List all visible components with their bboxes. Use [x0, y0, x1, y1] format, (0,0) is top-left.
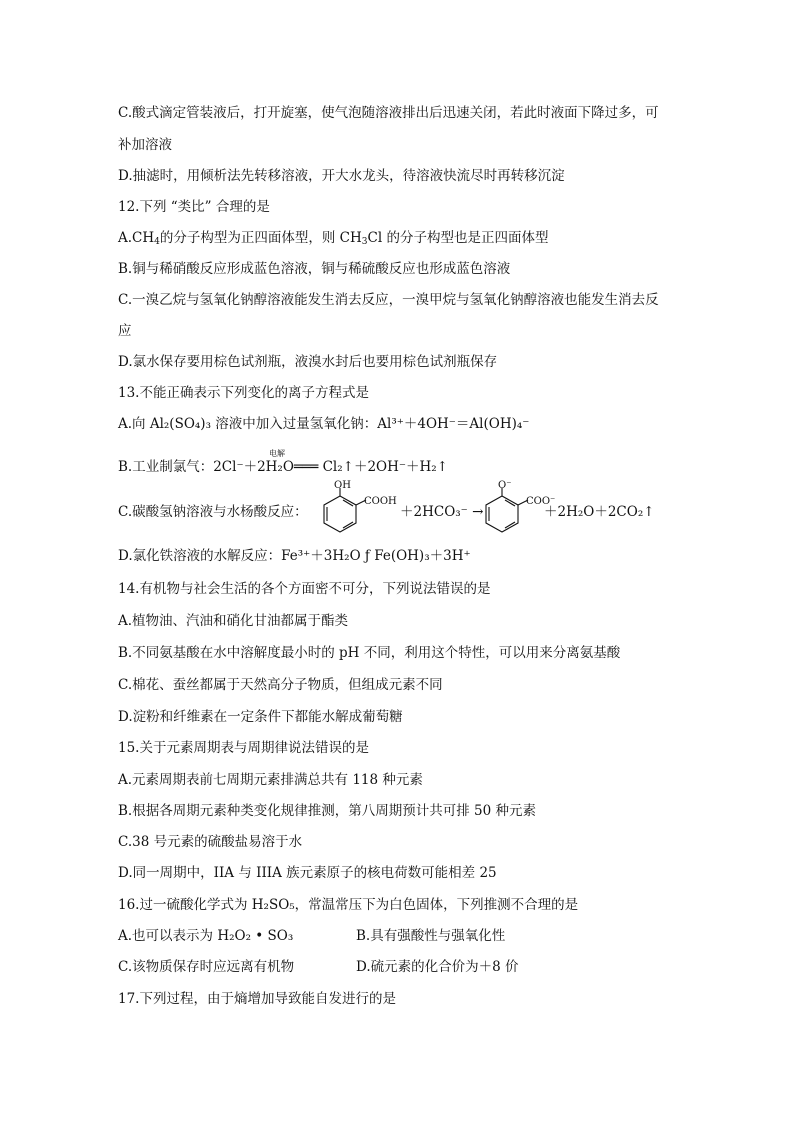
q12-option-c-line1: C.一溴乙烷与氢氧化钠醇溶液能发生消去反应，一溴甲烷与氢氧化钠醇溶液也能发生消去反 [118, 292, 659, 308]
q12-option-b: B.铜与稀硝酸反应形成蓝色溶液，铜与稀硫酸反应也形成蓝色溶液 [118, 261, 511, 277]
q16-option-d: D.硫元素的化合价为＋8 价 [356, 959, 519, 975]
q12-option-c-line2: 应 [118, 323, 132, 339]
o-minus-label: O⁻ [498, 480, 512, 491]
q14-option-a: A.植物油、汽油和硝化甘油都属于酯类 [118, 613, 349, 629]
q12-option-d: D.氯水保存要用棕色试剂瓶，液溴水封后也要用棕色试剂瓶保存 [118, 354, 498, 370]
question-14: 14.有机物与社会生活的各个方面密不可分，下列说法错误的是 [118, 581, 491, 597]
q13-option-d: D.氯化铁溶液的水解反应：Fe³⁺＋3H₂O ƒ Fe(OH)₃＋3H⁺ [118, 548, 471, 564]
q14-option-d: D.淀粉和纤维素在一定条件下都能水解成葡萄糖 [118, 709, 403, 725]
q16-option-a: A.也可以表示为 H₂O₂ • SO₃ [118, 928, 294, 944]
benzene-ring-right [486, 496, 518, 532]
q15-option-d: D.同一周期中，IIA 与 IIIA 族元素原子的核电荷数可能相差 25 [118, 865, 497, 881]
salicylic-acid-structure [310, 478, 400, 538]
q13-option-c-mid: ＋2HCO₃⁻ → [400, 504, 484, 520]
q15-option-a: A.元素周期表前七周期元素排满总共有 118 种元素 [118, 772, 423, 788]
q16-option-c: C.该物质保存时应远离有机物 [118, 959, 295, 975]
coo-minus-label: COO⁻ [526, 496, 556, 507]
option-d: D.抽滤时，用倾析法先转移溶液，开大水龙头，待溶液快流尽时再转移沉淀 [118, 168, 565, 184]
question-12: 12.下列 “类比” 合理的是 [118, 199, 270, 215]
electrolysis-condition: 电解 [269, 449, 285, 458]
q15-option-c: C.38 号元素的硫酸盐易溶于水 [118, 834, 303, 850]
option-c-line1: C.酸式滴定管装液后，打开旋塞，使气泡随溶液排出后迅速关闭，若此时液面下降过多，可 [118, 105, 659, 121]
question-15: 15.关于元素周期表与周期律说法错误的是 [118, 740, 369, 756]
q13-option-b: B.工业制氯气：2Cl⁻＋2H₂O═══ Cl₂↑＋2OH⁻＋H₂↑ [118, 459, 449, 475]
q13-option-c-prefix: C.碳酸氢钠溶液与水杨酸反应： [118, 504, 308, 520]
q13-option-c-suffix: ＋2H₂O＋2CO₂↑ [544, 504, 655, 520]
question-16: 16.过一硫酸化学式为 H₂SO₅，常温常压下为白色固体，下列推测不合理的是 [118, 897, 579, 913]
question-17: 17.下列过程，由于熵增加导致能自发进行的是 [118, 991, 396, 1007]
oh-label: OH [334, 480, 351, 491]
q14-option-c: C.棉花、蚕丝都属于天然高分子物质，但组成元素不同 [118, 677, 443, 693]
q12-option-a: $A.CH_4$的分子构型为正四面体型，则 $CH_3Cl$ 的分子构型也是正四面体型 [118, 230, 549, 247]
option-c-line2: 补加溶液 [118, 137, 172, 153]
q14-option-b: B.不同氨基酸在水中溶解度最小时的 pH 不同，利用这个特性，可以用来分离氨基酸 [118, 645, 621, 661]
q13-option-a: A.向 Al₂(SO₄)₃ 溶液中加入过量氢氧化钠：Al³⁺＋4OH⁻＝Al(OH)₄⁻ [118, 416, 530, 432]
q16-option-b: B.具有强酸性与强氧化性 [356, 928, 506, 944]
question-13: 13.不能正确表示下列变化的离子方程式是 [118, 385, 369, 401]
q15-option-b: B.根据各周期元素种类变化规律推测，第八周期预计共可排 50 种元素 [118, 803, 536, 819]
cooh-label: COOH [364, 496, 397, 507]
benzene-ring-left [324, 496, 356, 532]
